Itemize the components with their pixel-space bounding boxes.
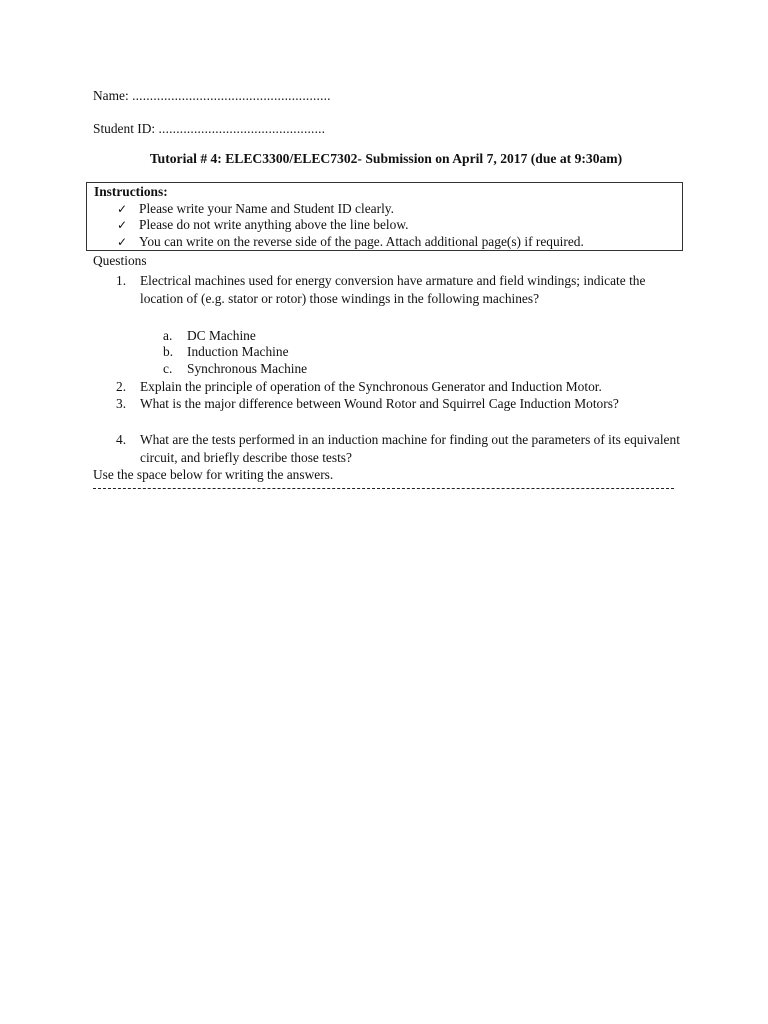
student-id-blank: ...............................................: [158, 121, 326, 136]
question-number: 4.: [116, 432, 127, 447]
sub-item-letter: a.: [163, 328, 173, 343]
instructions-heading: Instructions:: [94, 184, 168, 199]
name-blank: ........................................................: [132, 88, 331, 103]
checkmark-icon: ✓: [117, 235, 128, 249]
question-number: 2.: [116, 379, 127, 394]
question-text: What are the tests performed in an induction machine for finding out the parameters of its equivalent circuit, and briefly describe those tests?: [140, 432, 680, 465]
sub-item-letter: c.: [163, 361, 173, 376]
instruction-text: Please do not write anything above the line below.: [139, 217, 409, 232]
name-label: Name:: [93, 88, 129, 103]
sub-item-text: DC Machine: [187, 328, 256, 343]
dashed-divider: [93, 488, 674, 489]
instructions-box: [86, 182, 683, 251]
question-text: What is the major difference between Wound Rotor and Squirrel Cage Induction Motors?: [140, 396, 619, 411]
name-field: [93, 88, 331, 104]
question-number: 3.: [116, 396, 127, 411]
questions-heading: Questions: [93, 253, 147, 268]
instruction-text: You can write on the reverse side of the page. Attach additional page(s) if required.: [139, 234, 584, 249]
answer-space-note: Use the space below for writing the answers.: [93, 467, 334, 482]
instruction-item: [117, 217, 408, 233]
sub-item-text: Induction Machine: [187, 344, 289, 359]
instruction-text: Please write your Name and Student ID clearly.: [139, 201, 394, 216]
student-id-label: Student ID:: [93, 121, 156, 136]
sub-item-letter: b.: [163, 344, 174, 359]
checkmark-icon: ✓: [117, 202, 128, 216]
question-text: Explain the principle of operation of the Synchronous Generator and Induction Motor.: [140, 379, 602, 394]
student-id-field: [93, 121, 325, 137]
sub-item-text: Synchronous Machine: [187, 361, 308, 376]
instruction-item: [117, 234, 584, 250]
instruction-item: [117, 201, 394, 217]
page-title: Tutorial # 4: ELEC3300/ELEC7302- Submission on April 7, 2017 (due at 9:30am): [149, 151, 623, 166]
question-text: Electrical machines used for energy conversion have armature and field windings; indicate the location of (e.g. stator or rotor) those windings in the following machines?: [140, 273, 646, 306]
question-number: 1.: [116, 273, 127, 288]
checkmark-icon: ✓: [117, 218, 128, 232]
